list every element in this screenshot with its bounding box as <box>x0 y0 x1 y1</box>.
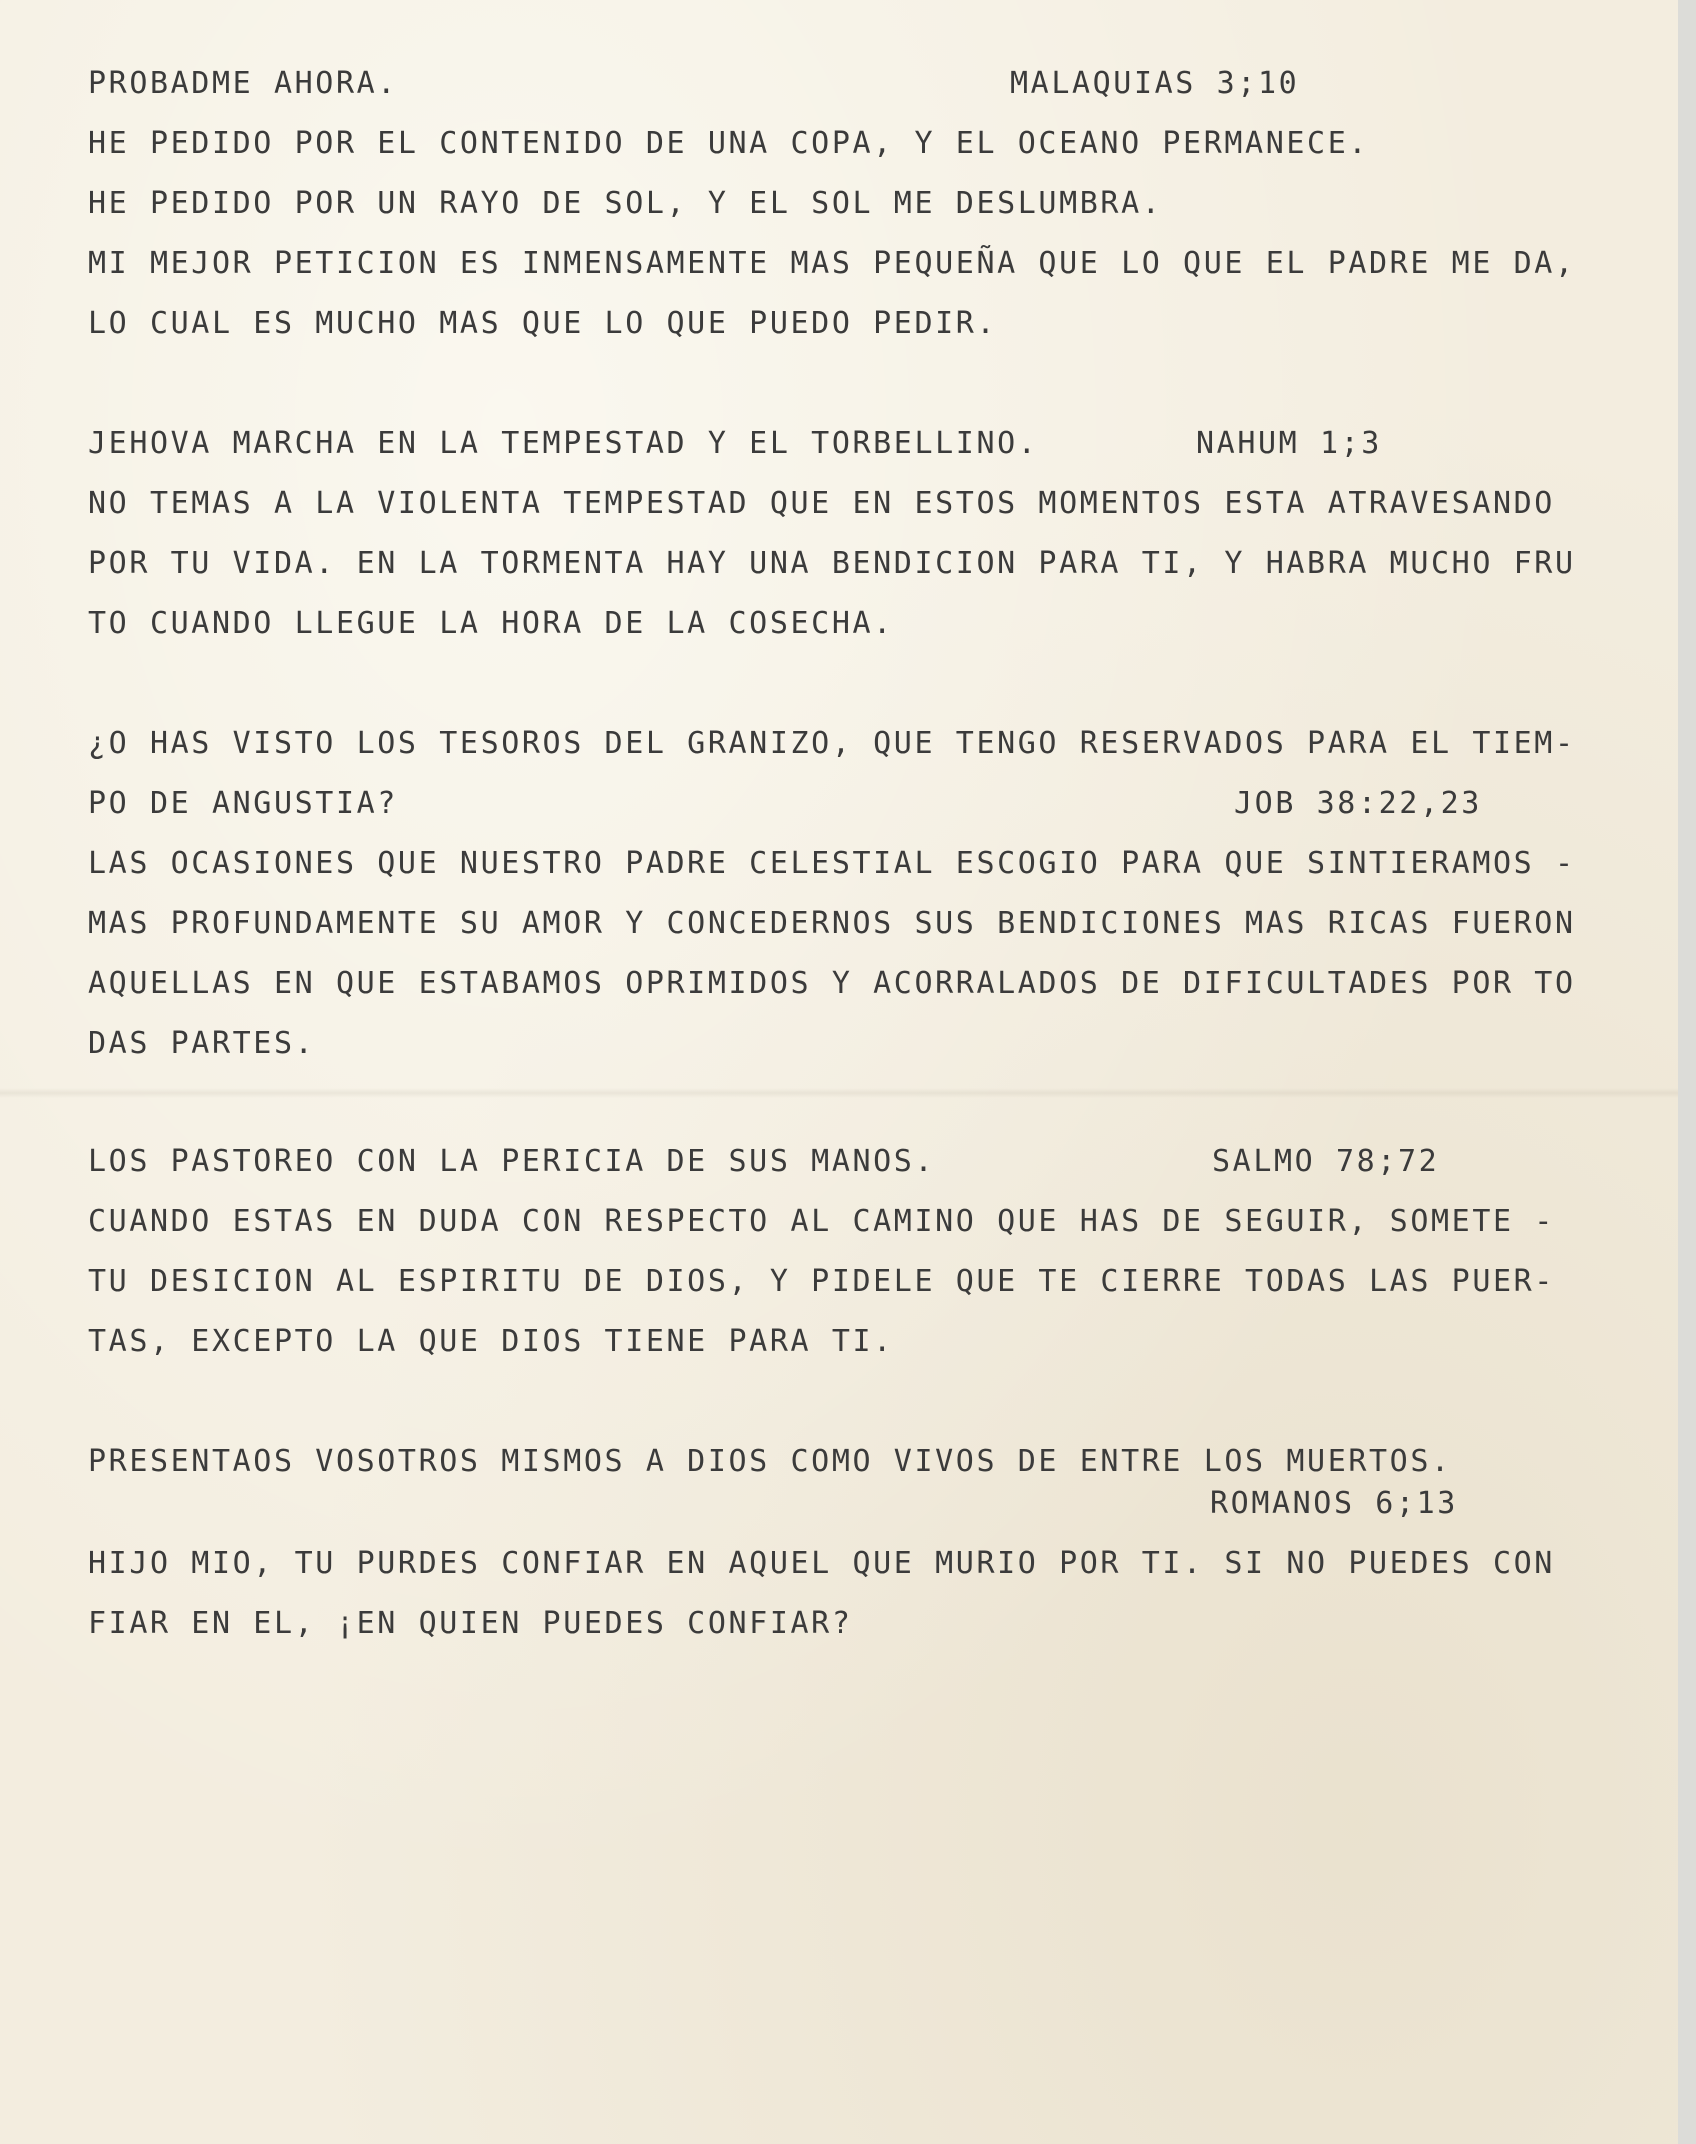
section-1-line-1: HE PEDIDO POR EL CONTENIDO DE UNA COPA, Y EL OCEANO PERMANECE. <box>88 126 1370 161</box>
section-3-title-line-1: ¿O HAS VISTO LOS TESOROS DEL GRANIZO, QUE TENGO RESERVADOS PARA EL TIEM- <box>88 726 1576 761</box>
section-2-line-3: TO CUANDO LLEGUE LA HORA DE LA COSECHA. <box>88 606 894 641</box>
section-2-line-1: NO TEMAS A LA VIOLENTA TEMPESTAD QUE EN ESTOS MOMENTOS ESTA ATRAVESANDO <box>88 486 1555 521</box>
section-1-reference: MALAQUIAS 3;10 <box>1010 66 1300 101</box>
section-3-line-2: MAS PROFUNDAMENTE SU AMOR Y CONCEDERNOS SUS BENDICIONES MAS RICAS FUERON <box>88 906 1576 941</box>
section-5-line-2: FIAR EN EL, ¡EN QUIEN PUEDES CONFIAR? <box>88 1606 853 1641</box>
section-4-reference: SALMO 78;72 <box>1212 1144 1440 1179</box>
section-2-reference: NAHUM 1;3 <box>1196 426 1382 461</box>
section-4-line-1: CUANDO ESTAS EN DUDA CON RESPECTO AL CAMINO QUE HAS DE SEGUIR, SOMETE - <box>88 1204 1555 1239</box>
section-4-line-2: TU DESICION AL ESPIRITU DE DIOS, Y PIDELE QUE TE CIERRE TODAS LAS PUER- <box>88 1264 1555 1299</box>
section-3-title-line-2: PO DE ANGUSTIA? <box>88 786 398 821</box>
section-3-line-3: AQUELLAS EN QUE ESTABAMOS OPRIMIDOS Y ACORRALADOS DE DIFICULTADES POR TO <box>88 966 1576 1001</box>
section-1-title: PROBADME AHORA. <box>88 66 398 101</box>
scan-edge <box>1678 0 1696 2144</box>
section-5-line-1: HIJO MIO, TU PURDES CONFIAR EN AQUEL QUE MURIO POR TI. SI NO PUEDES CON <box>88 1546 1555 1581</box>
section-3-reference: JOB 38:22,23 <box>1234 786 1482 821</box>
section-2-title: JEHOVA MARCHA EN LA TEMPESTAD Y EL TORBELLINO. <box>88 426 1039 461</box>
section-4-title: LOS PASTOREO CON LA PERICIA DE SUS MANOS. <box>88 1144 936 1179</box>
section-4-line-3: TAS, EXCEPTO LA QUE DIOS TIENE PARA TI. <box>88 1324 894 1359</box>
section-1-line-2: HE PEDIDO POR UN RAYO DE SOL, Y EL SOL ME DESLUMBRA. <box>88 186 1163 221</box>
section-2-line-2: POR TU VIDA. EN LA TORMENTA HAY UNA BENDICION PARA TI, Y HABRA MUCHO FRU <box>88 546 1576 581</box>
section-1-line-4: LO CUAL ES MUCHO MAS QUE LO QUE PUEDO PEDIR. <box>88 306 998 341</box>
section-5-title: PRESENTAOS VOSOTROS MISMOS A DIOS COMO VIVOS DE ENTRE LOS MUERTOS. <box>88 1444 1452 1479</box>
section-3-line-4: DAS PARTES. <box>88 1026 316 1061</box>
paper-fold <box>0 1088 1696 1098</box>
section-1-line-3: MI MEJOR PETICION ES INMENSAMENTE MAS PEQUEÑA QUE LO QUE EL PADRE ME DA, <box>88 246 1576 281</box>
section-3-line-1: LAS OCASIONES QUE NUESTRO PADRE CELESTIAL ESCOGIO PARA QUE SINTIERAMOS - <box>88 846 1576 881</box>
section-5-reference: ROMANOS 6;13 <box>1210 1486 1458 1521</box>
